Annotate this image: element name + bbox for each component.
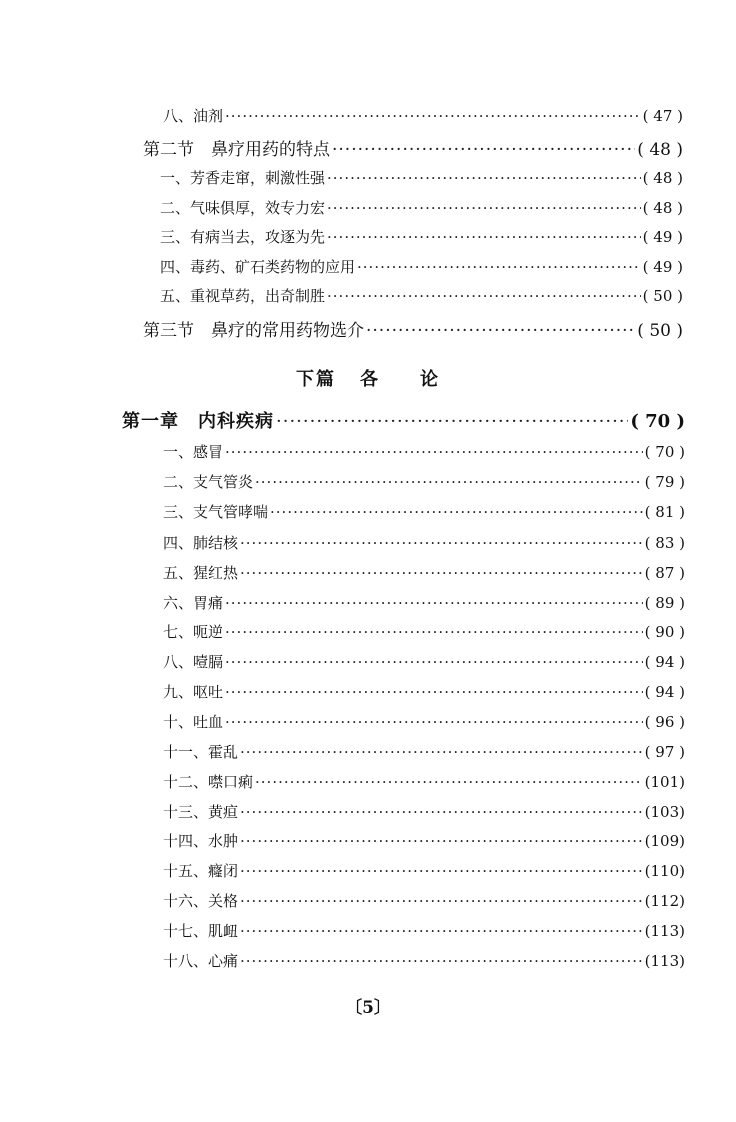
- dot-leader: [240, 952, 643, 970]
- toc-chapter: [122, 407, 685, 433]
- entry-page: ( 96 ): [644, 713, 685, 731]
- entry-title: 一、芳香走窜，刺激性强: [160, 169, 326, 187]
- chapter-title: 第一章 内科疾病: [122, 411, 274, 432]
- entry-title: 五、猩红热: [163, 564, 239, 582]
- dot-leader: [327, 228, 641, 246]
- entry-page: (112): [644, 892, 685, 910]
- entry-page: ( 90 ): [644, 623, 685, 641]
- entry-title: 一、感冒: [163, 443, 224, 461]
- dot-leader: [357, 258, 641, 276]
- entry-title: 三、有病当去，攻逐为先: [160, 228, 326, 246]
- entry-title: 十四、水肿: [163, 832, 239, 850]
- toc-entry: [163, 890, 685, 911]
- toc-entry: [163, 681, 685, 702]
- entry-page: (113): [644, 922, 685, 940]
- dot-leader: [225, 623, 643, 641]
- toc-entry: [163, 741, 685, 762]
- entry-title: 六、胃痛: [163, 594, 224, 612]
- toc-entry: [163, 711, 685, 732]
- dot-leader: [240, 803, 643, 821]
- toc-entry: [160, 285, 683, 306]
- entry-title: 二、支气管炎: [163, 473, 254, 491]
- entry-title: 十七、肌衄: [163, 922, 239, 940]
- dot-leader: [255, 773, 643, 791]
- entry-title: 十一、霍乱: [163, 743, 239, 761]
- entry-title: 十三、黄疸: [163, 803, 239, 821]
- entry-page: (110): [644, 862, 685, 880]
- toc-entry: [163, 801, 685, 822]
- entry-page: ( 47 ): [642, 107, 683, 125]
- part-heading: [0, 365, 736, 391]
- toc-entry: [163, 441, 685, 462]
- entry-page: ( 70 ): [644, 443, 685, 461]
- entry-page: (113): [644, 952, 685, 970]
- toc-entry: [160, 167, 683, 188]
- dot-leader: [276, 411, 628, 432]
- entry-title: 十二、噤口痢: [163, 773, 254, 791]
- entry-title: 八、油剂: [163, 107, 224, 125]
- toc-entry: [163, 562, 685, 583]
- toc-entry: [163, 771, 685, 792]
- toc-entry: [163, 501, 685, 522]
- entry-page: ( 97 ): [644, 743, 685, 761]
- entry-title: 三、支气管哮喘: [163, 503, 269, 521]
- dot-leader: [255, 473, 643, 491]
- entry-page: ( 94 ): [644, 653, 685, 671]
- toc-entry: [163, 592, 685, 613]
- section-page: ( 50 ): [637, 321, 683, 341]
- part-heading-word: 各: [360, 369, 380, 390]
- entry-page: (109): [644, 832, 685, 850]
- section-page: ( 48 ): [637, 140, 683, 160]
- dot-leader: [327, 199, 641, 217]
- dot-leader: [225, 653, 643, 671]
- dot-leader: [240, 922, 643, 940]
- section-title: 第三节 鼻疗的常用药物选介: [143, 321, 364, 341]
- dot-leader: [240, 564, 643, 582]
- entry-title: 二、气味俱厚，效专力宏: [160, 199, 326, 217]
- toc-entry: [160, 197, 683, 218]
- entry-title: 五、重视草药，出奇制胜: [160, 287, 326, 305]
- dot-leader: [240, 743, 643, 761]
- dot-leader: [240, 862, 643, 880]
- entry-page: ( 83 ): [644, 534, 685, 552]
- entry-title: 四、肺结核: [163, 534, 239, 552]
- dot-leader: [225, 443, 643, 461]
- toc-entry: [163, 471, 685, 492]
- entry-title: 十五、癃闭: [163, 862, 239, 880]
- entry-page: ( 89 ): [644, 594, 685, 612]
- entry-page: ( 49 ): [642, 258, 683, 276]
- section-title: 第二节 鼻疗用药的特点: [143, 140, 330, 160]
- entry-page: ( 48 ): [642, 199, 683, 217]
- entry-page: ( 48 ): [642, 169, 683, 187]
- dot-leader: [225, 713, 643, 731]
- chapter-page: ( 70 ): [630, 411, 685, 432]
- entry-title: 八、噎膈: [163, 653, 224, 671]
- entry-page: ( 94 ): [644, 683, 685, 701]
- toc-entry: [160, 226, 683, 247]
- dot-leader: [270, 503, 643, 521]
- entry-page: ( 50 ): [642, 287, 683, 305]
- toc-entry: [163, 920, 685, 941]
- entry-page: (103): [644, 803, 685, 821]
- toc-entry: [163, 950, 685, 971]
- entry-title: 九、呕吐: [163, 683, 224, 701]
- dot-leader: [327, 169, 641, 187]
- toc-section: [143, 135, 683, 160]
- dot-leader: [366, 321, 635, 341]
- dot-leader: [225, 107, 641, 125]
- toc-entry: [163, 621, 685, 642]
- toc-entry: [163, 651, 685, 672]
- dot-leader: [240, 534, 643, 552]
- dot-leader: [327, 287, 641, 305]
- entry-title: 十八、心痛: [163, 952, 239, 970]
- entry-title: 七、呃逆: [163, 623, 224, 641]
- dot-leader: [240, 832, 643, 850]
- toc-entry: [163, 105, 683, 126]
- part-heading-word: 下篇: [296, 369, 336, 390]
- toc-entry: [160, 256, 683, 277]
- entry-title: 十、吐血: [163, 713, 224, 731]
- entry-page: (101): [644, 773, 685, 791]
- toc-entry: [163, 532, 685, 553]
- toc-entry: [163, 830, 685, 851]
- page-number: 〔5〕: [345, 998, 391, 1018]
- dot-leader: [332, 140, 635, 160]
- entry-title: 四、毒药、矿石类药物的应用: [160, 258, 356, 276]
- entry-page: ( 87 ): [644, 564, 685, 582]
- entry-page: ( 81 ): [644, 503, 685, 521]
- entry-page: ( 79 ): [644, 473, 685, 491]
- entry-page: ( 49 ): [642, 228, 683, 246]
- toc-entry: [163, 860, 685, 881]
- entry-title: 十六、关格: [163, 892, 239, 910]
- dot-leader: [240, 892, 643, 910]
- part-heading-word: 论: [420, 369, 440, 390]
- dot-leader: [225, 594, 643, 612]
- dot-leader: [225, 683, 643, 701]
- toc-section: [143, 316, 683, 341]
